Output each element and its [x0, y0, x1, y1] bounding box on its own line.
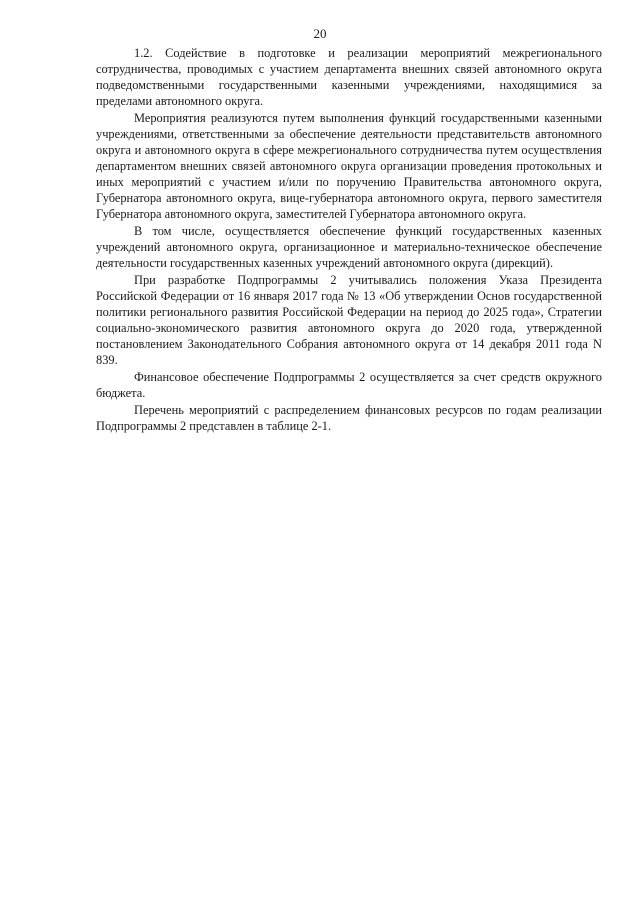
- paragraph-including: В том числе, осуществляется обеспечение функций государственных казенных учреждений автономного округа, организационное и материально-техническое обеспечение деятельности государственных казенных учреждений автономного округа (дирекций).: [96, 224, 602, 270]
- document-body: [96, 45, 602, 434]
- page-number: 20: [313, 26, 327, 41]
- paragraph-implementation: Мероприятия реализуются путем выполнения функций государственными казенными учреждениями, ответственными за обеспечение деятельности представительств автономного округа и автономного округа в сфере межрегионального сотрудничества путем осуществления департаментом внешних связей автономного округа организации проведения протокольных и иных мероприятий с участием и/или по поручению Правительства автономного округа, Губернатора автономного округа, вице-губернатора автономного округа, первого заместителя Губернатора автономного округа, заместителей Губернатора автономного округа.: [96, 111, 602, 221]
- paragraph-table-reference: Перечень мероприятий с распределением финансовых ресурсов по годам реализации Подпрограммы 2 представлен в таблице 2-1.: [96, 403, 602, 433]
- paragraph-legal-basis: При разработке Подпрограммы 2 учитывались положения Указа Президента Российской Федерации от 16 января 2017 года № 13 «Об утверждении Основ государственной политики регионального развития Российской Федерации на период до 2025 года», Стратегии социально-экономического развития автономного округа до 2020 года, утвержденной постановлением Законодательного Собрания автономного округа от 14 декабря 2011 года N 839.: [96, 273, 602, 367]
- paragraph-financing: Финансовое обеспечение Подпрограммы 2 осуществляется за счет средств окружного бюджета.: [96, 370, 602, 400]
- paragraph-measure-1-2: 1.2. Содействие в подготовке и реализации мероприятий межрегионального сотрудничества, проводимых с участием департамента внешних связей автономного округа подведомственными государственными казенными учреждениями, находящимися за пределами автономного округа.: [96, 46, 602, 108]
